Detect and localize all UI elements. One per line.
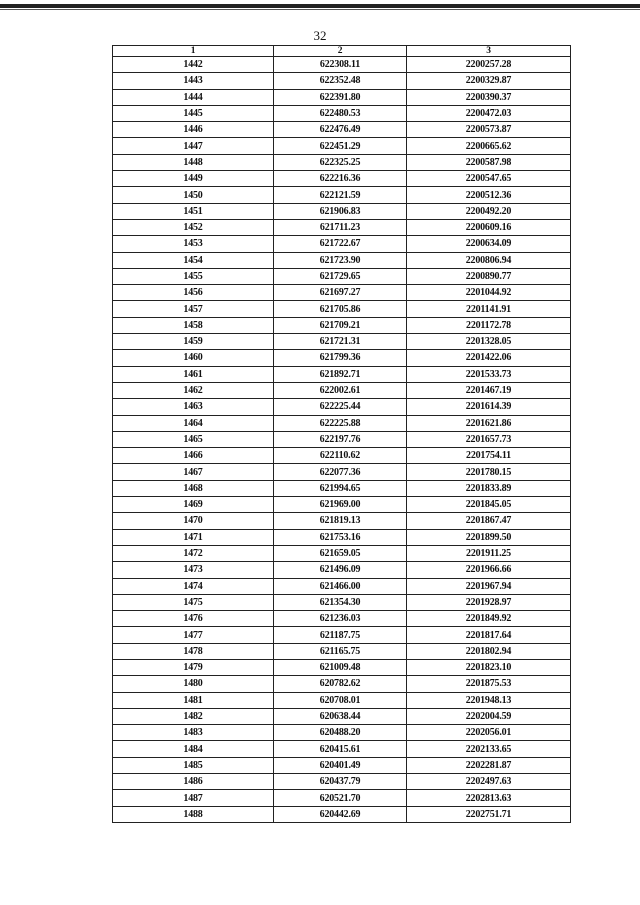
x-coordinate-cell: 622451.29 <box>274 138 407 154</box>
y-coordinate-cell: 2201614.39 <box>407 399 571 415</box>
y-coordinate-cell: 2200390.37 <box>407 89 571 105</box>
x-coordinate-cell: 622308.11 <box>274 57 407 73</box>
point-number-cell: 1484 <box>113 741 274 757</box>
point-number-cell: 1485 <box>113 757 274 773</box>
y-coordinate-cell: 2200890.77 <box>407 268 571 284</box>
point-number-cell: 1444 <box>113 89 274 105</box>
point-number-cell: 1470 <box>113 513 274 529</box>
point-number-cell: 1486 <box>113 774 274 790</box>
table-row <box>113 317 571 333</box>
x-coordinate-cell: 621659.05 <box>274 545 407 561</box>
table-row <box>113 562 571 578</box>
x-coordinate-cell: 622325.25 <box>274 154 407 170</box>
point-number-cell: 1478 <box>113 643 274 659</box>
y-coordinate-cell: 2201754.11 <box>407 448 571 464</box>
table-row <box>113 285 571 301</box>
x-coordinate-cell: 621711.23 <box>274 219 407 235</box>
point-number-cell: 1487 <box>113 790 274 806</box>
point-number-cell: 1488 <box>113 806 274 822</box>
table-row <box>113 790 571 806</box>
y-coordinate-cell: 2200329.87 <box>407 73 571 89</box>
point-number-cell: 1466 <box>113 448 274 464</box>
table-row <box>113 578 571 594</box>
x-coordinate-cell: 621723.90 <box>274 252 407 268</box>
top-border-rule-thin <box>0 9 640 10</box>
point-number-cell: 1456 <box>113 285 274 301</box>
column-header-2: 2 <box>274 46 407 57</box>
y-coordinate-cell: 2201044.92 <box>407 285 571 301</box>
point-number-cell: 1474 <box>113 578 274 594</box>
x-coordinate-cell: 622216.36 <box>274 171 407 187</box>
x-coordinate-cell: 621009.48 <box>274 659 407 675</box>
table-row <box>113 806 571 822</box>
table-row <box>113 154 571 170</box>
table-row <box>113 676 571 692</box>
point-number-cell: 1482 <box>113 708 274 724</box>
table-row <box>113 236 571 252</box>
y-coordinate-cell: 2201621.86 <box>407 415 571 431</box>
x-coordinate-cell: 621729.65 <box>274 268 407 284</box>
coordinates-table <box>112 45 571 823</box>
y-coordinate-cell: 2201467.19 <box>407 382 571 398</box>
x-coordinate-cell: 620401.49 <box>274 757 407 773</box>
point-number-cell: 1452 <box>113 219 274 235</box>
table-row <box>113 252 571 268</box>
table-row <box>113 659 571 675</box>
y-coordinate-cell: 2201422.06 <box>407 350 571 366</box>
point-number-cell: 1479 <box>113 659 274 675</box>
x-coordinate-cell: 621705.86 <box>274 301 407 317</box>
table-row <box>113 692 571 708</box>
point-number-cell: 1461 <box>113 366 274 382</box>
x-coordinate-cell: 622225.44 <box>274 399 407 415</box>
point-number-cell: 1467 <box>113 464 274 480</box>
point-number-cell: 1469 <box>113 497 274 513</box>
table-row <box>113 627 571 643</box>
point-number-cell: 1454 <box>113 252 274 268</box>
point-number-cell: 1451 <box>113 203 274 219</box>
point-number-cell: 1450 <box>113 187 274 203</box>
point-number-cell: 1449 <box>113 171 274 187</box>
point-number-cell: 1458 <box>113 317 274 333</box>
table-row <box>113 545 571 561</box>
x-coordinate-cell: 621236.03 <box>274 611 407 627</box>
column-header-3: 3 <box>407 46 571 57</box>
table-row <box>113 334 571 350</box>
y-coordinate-cell: 2200492.20 <box>407 203 571 219</box>
point-number-cell: 1459 <box>113 334 274 350</box>
table-row <box>113 464 571 480</box>
x-coordinate-cell: 620708.01 <box>274 692 407 708</box>
point-number-cell: 1471 <box>113 529 274 545</box>
point-number-cell: 1475 <box>113 594 274 610</box>
y-coordinate-cell: 2201141.91 <box>407 301 571 317</box>
table-row <box>113 529 571 545</box>
table-row <box>113 431 571 447</box>
y-coordinate-cell: 2201875.53 <box>407 676 571 692</box>
x-coordinate-cell: 622476.49 <box>274 122 407 138</box>
table-row <box>113 708 571 724</box>
y-coordinate-cell: 2201780.15 <box>407 464 571 480</box>
point-number-cell: 1460 <box>113 350 274 366</box>
x-coordinate-cell: 620437.79 <box>274 774 407 790</box>
x-coordinate-cell: 621697.27 <box>274 285 407 301</box>
x-coordinate-cell: 622480.53 <box>274 105 407 121</box>
y-coordinate-cell: 2201172.78 <box>407 317 571 333</box>
x-coordinate-cell: 622225.88 <box>274 415 407 431</box>
table-row <box>113 382 571 398</box>
y-coordinate-cell: 2201823.10 <box>407 659 571 675</box>
table-row <box>113 448 571 464</box>
table-row <box>113 757 571 773</box>
table-row <box>113 399 571 415</box>
top-border-rule <box>0 4 640 8</box>
table-row <box>113 268 571 284</box>
table-row <box>113 122 571 138</box>
x-coordinate-cell: 620415.61 <box>274 741 407 757</box>
y-coordinate-cell: 2201657.73 <box>407 431 571 447</box>
point-number-cell: 1476 <box>113 611 274 627</box>
y-coordinate-cell: 2201845.05 <box>407 497 571 513</box>
x-coordinate-cell: 622121.59 <box>274 187 407 203</box>
y-coordinate-cell: 2200512.36 <box>407 187 571 203</box>
page-number: 32 <box>313 28 327 43</box>
table-row <box>113 73 571 89</box>
y-coordinate-cell: 2201911.25 <box>407 545 571 561</box>
point-number-cell: 1442 <box>113 57 274 73</box>
point-number-cell: 1447 <box>113 138 274 154</box>
table-row <box>113 643 571 659</box>
y-coordinate-cell: 2200806.94 <box>407 252 571 268</box>
table-row <box>113 415 571 431</box>
y-coordinate-cell: 2202004.59 <box>407 708 571 724</box>
point-number-cell: 1463 <box>113 399 274 415</box>
x-coordinate-cell: 621354.30 <box>274 594 407 610</box>
point-number-cell: 1472 <box>113 545 274 561</box>
table-row <box>113 203 571 219</box>
y-coordinate-cell: 2202056.01 <box>407 725 571 741</box>
x-coordinate-cell: 621753.16 <box>274 529 407 545</box>
y-coordinate-cell: 2201849.92 <box>407 611 571 627</box>
y-coordinate-cell: 2200609.16 <box>407 219 571 235</box>
column-header-1: 1 <box>113 46 274 57</box>
table-row <box>113 301 571 317</box>
x-coordinate-cell: 621165.75 <box>274 643 407 659</box>
point-number-cell: 1481 <box>113 692 274 708</box>
y-coordinate-cell: 2201966.66 <box>407 562 571 578</box>
y-coordinate-cell: 2200665.62 <box>407 138 571 154</box>
y-coordinate-cell: 2202751.71 <box>407 806 571 822</box>
y-coordinate-cell: 2200634.09 <box>407 236 571 252</box>
y-coordinate-cell: 2201967.94 <box>407 578 571 594</box>
x-coordinate-cell: 621187.75 <box>274 627 407 643</box>
table-row <box>113 350 571 366</box>
table-header-row <box>113 46 571 57</box>
x-coordinate-cell: 622352.48 <box>274 73 407 89</box>
table-row <box>113 187 571 203</box>
x-coordinate-cell: 620638.44 <box>274 708 407 724</box>
y-coordinate-cell: 2201802.94 <box>407 643 571 659</box>
x-coordinate-cell: 621722.67 <box>274 236 407 252</box>
y-coordinate-cell: 2200573.87 <box>407 122 571 138</box>
x-coordinate-cell: 620442.69 <box>274 806 407 822</box>
x-coordinate-cell: 620488.20 <box>274 725 407 741</box>
point-number-cell: 1480 <box>113 676 274 692</box>
x-coordinate-cell: 621721.31 <box>274 334 407 350</box>
x-coordinate-cell: 622002.61 <box>274 382 407 398</box>
point-number-cell: 1448 <box>113 154 274 170</box>
table-row <box>113 741 571 757</box>
y-coordinate-cell: 2202497.63 <box>407 774 571 790</box>
table-row <box>113 89 571 105</box>
table-row <box>113 105 571 121</box>
y-coordinate-cell: 2202813.63 <box>407 790 571 806</box>
point-number-cell: 1483 <box>113 725 274 741</box>
y-coordinate-cell: 2201928.97 <box>407 594 571 610</box>
y-coordinate-cell: 2200547.65 <box>407 171 571 187</box>
table-row <box>113 725 571 741</box>
table-row <box>113 774 571 790</box>
point-number-cell: 1462 <box>113 382 274 398</box>
table-row <box>113 497 571 513</box>
x-coordinate-cell: 621969.00 <box>274 497 407 513</box>
y-coordinate-cell: 2201867.47 <box>407 513 571 529</box>
y-coordinate-cell: 2201833.89 <box>407 480 571 496</box>
point-number-cell: 1473 <box>113 562 274 578</box>
table-row <box>113 57 571 73</box>
y-coordinate-cell: 2200472.03 <box>407 105 571 121</box>
point-number-cell: 1453 <box>113 236 274 252</box>
point-number-cell: 1465 <box>113 431 274 447</box>
x-coordinate-cell: 621799.36 <box>274 350 407 366</box>
y-coordinate-cell: 2200587.98 <box>407 154 571 170</box>
y-coordinate-cell: 2201328.05 <box>407 334 571 350</box>
table-row <box>113 611 571 627</box>
point-number-cell: 1455 <box>113 268 274 284</box>
table-row <box>113 219 571 235</box>
table-row <box>113 594 571 610</box>
x-coordinate-cell: 621466.00 <box>274 578 407 594</box>
y-coordinate-cell: 2200257.28 <box>407 57 571 73</box>
x-coordinate-cell: 622391.80 <box>274 89 407 105</box>
x-coordinate-cell: 621906.83 <box>274 203 407 219</box>
x-coordinate-cell: 620521.70 <box>274 790 407 806</box>
table-row <box>113 513 571 529</box>
x-coordinate-cell: 622197.76 <box>274 431 407 447</box>
y-coordinate-cell: 2202281.87 <box>407 757 571 773</box>
table-body <box>113 57 571 823</box>
x-coordinate-cell: 621819.13 <box>274 513 407 529</box>
x-coordinate-cell: 621709.21 <box>274 317 407 333</box>
point-number-cell: 1446 <box>113 122 274 138</box>
y-coordinate-cell: 2201817.64 <box>407 627 571 643</box>
point-number-cell: 1457 <box>113 301 274 317</box>
y-coordinate-cell: 2201948.13 <box>407 692 571 708</box>
point-number-cell: 1445 <box>113 105 274 121</box>
point-number-cell: 1468 <box>113 480 274 496</box>
point-number-cell: 1464 <box>113 415 274 431</box>
table-row <box>113 171 571 187</box>
x-coordinate-cell: 621994.65 <box>274 480 407 496</box>
table-row <box>113 138 571 154</box>
x-coordinate-cell: 622110.62 <box>274 448 407 464</box>
table-row <box>113 480 571 496</box>
y-coordinate-cell: 2202133.65 <box>407 741 571 757</box>
y-coordinate-cell: 2201899.50 <box>407 529 571 545</box>
point-number-cell: 1443 <box>113 73 274 89</box>
x-coordinate-cell: 620782.62 <box>274 676 407 692</box>
y-coordinate-cell: 2201533.73 <box>407 366 571 382</box>
table-row <box>113 366 571 382</box>
point-number-cell: 1477 <box>113 627 274 643</box>
x-coordinate-cell: 622077.36 <box>274 464 407 480</box>
x-coordinate-cell: 621892.71 <box>274 366 407 382</box>
x-coordinate-cell: 621496.09 <box>274 562 407 578</box>
